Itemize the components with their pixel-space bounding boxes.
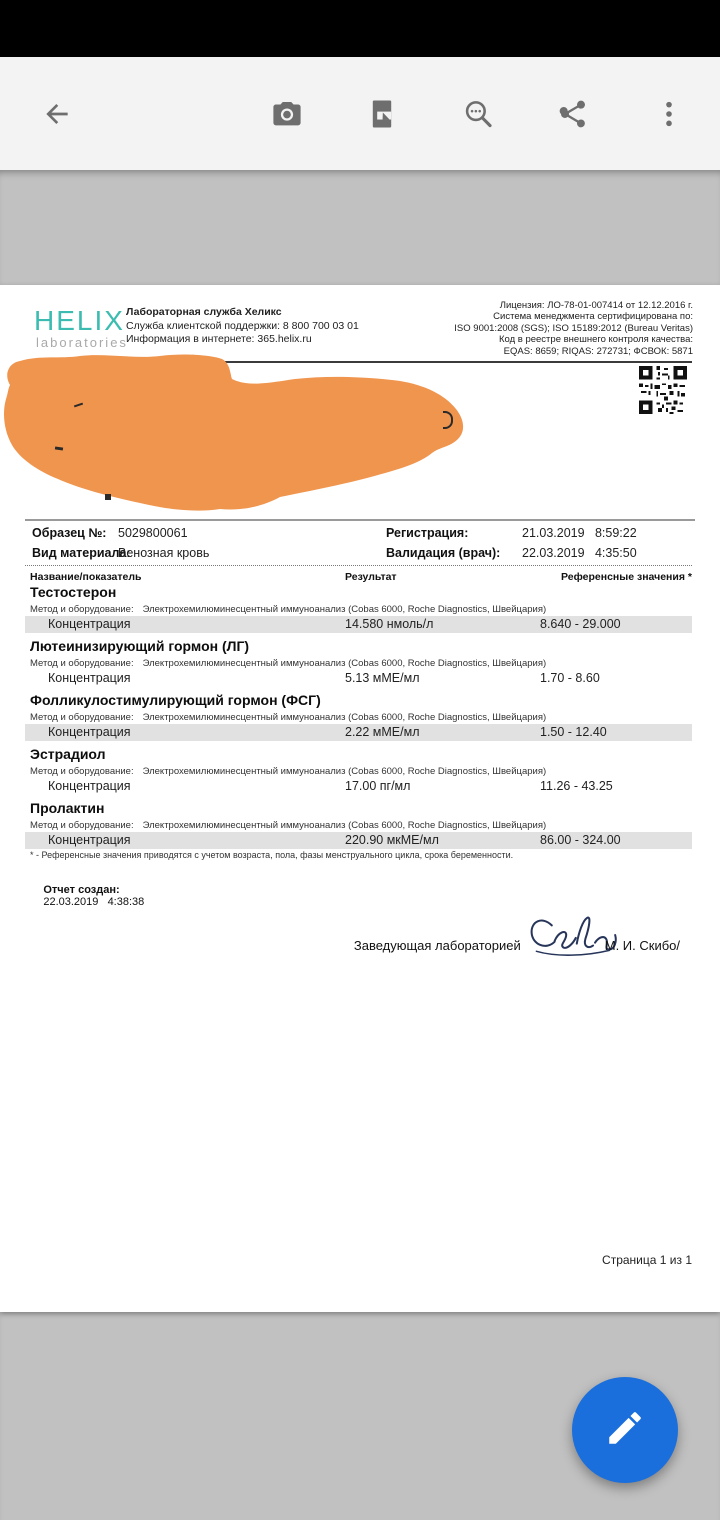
- result-value: 220.90 мкМЕ/мл: [345, 833, 439, 847]
- material-label: Вид материала:: [32, 546, 131, 560]
- test-name: Лютеинизирующий гормон (ЛГ): [30, 638, 250, 654]
- license-line: EQAS: 8659; RIQAS: 272731; ФСВОК: 5871: [503, 345, 693, 357]
- test-section: [0, 584, 720, 636]
- result-value: 5.13 мМЕ/мл: [345, 671, 420, 685]
- test-method: [30, 820, 546, 831]
- test-name: Эстрадиол: [30, 746, 106, 762]
- reference-value: 8.640 - 29.000: [540, 617, 621, 631]
- column-result: Результат: [345, 571, 397, 583]
- method-value: Электрохемилюминесцентный иммуноанализ (Cobas 6000, Roche Diagnostics, Швейцария): [142, 712, 547, 723]
- reference-value: 1.50 - 12.40: [540, 725, 607, 739]
- report-created-value: 22.03.2019 4:38:38: [43, 896, 145, 908]
- license-line: Лицензия: ЛО-78-01-007414 от 12.12.2016 г.: [499, 300, 693, 311]
- page-view-button[interactable]: [364, 96, 400, 132]
- method-value: Электрохемилюминесцентный иммуноанализ (Cobas 6000, Roche Diagnostics, Швейцария): [142, 820, 547, 831]
- signature-name: М. И. Скибо/: [604, 937, 680, 953]
- pencil-icon: [604, 1407, 646, 1454]
- redaction-artifact: [105, 494, 111, 500]
- toolbar: [0, 57, 720, 170]
- result-row: [25, 778, 692, 795]
- method-value: Электрохемилюминесцентный иммуноанализ (Cobas 6000, Roche Diagnostics, Швейцария): [142, 604, 547, 615]
- test-method: [30, 658, 546, 669]
- method-label: Метод и оборудование:: [30, 604, 134, 615]
- test-method: [30, 604, 546, 615]
- share-button[interactable]: [555, 96, 591, 132]
- sample-row: [0, 546, 720, 562]
- table-header: [25, 571, 692, 584]
- lab-support-phone: Служба клиентской поддержки: 8 800 700 03 01: [126, 319, 359, 332]
- edit-fab[interactable]: [572, 1377, 678, 1483]
- reference-value: 11.26 - 43.25: [540, 779, 613, 793]
- result-value: 2.22 мМЕ/мл: [345, 725, 420, 739]
- test-section: [0, 800, 720, 852]
- license-line: Система менеджмента сертифицирована по:: [493, 311, 693, 323]
- method-label: Метод и оборудование:: [30, 658, 134, 669]
- reference-value: 1.70 - 8.60: [540, 671, 600, 685]
- param-label: Концентрация: [48, 833, 131, 847]
- validation-value: 22.03.2019 4:35:50: [522, 546, 637, 560]
- camera-icon: [270, 97, 304, 131]
- report-created: [25, 872, 144, 920]
- sample-number-value: 5029800061: [118, 526, 188, 540]
- document-viewer[interactable]: [0, 170, 720, 1520]
- back-button[interactable]: [39, 96, 75, 132]
- column-reference: Референсные значения *: [561, 571, 692, 583]
- camera-button[interactable]: [269, 96, 305, 132]
- sample-divider: [25, 519, 695, 521]
- lab-contact-block: [126, 306, 359, 347]
- table-divider: [25, 565, 692, 566]
- param-label: Концентрация: [48, 725, 131, 739]
- signature-block: [354, 920, 680, 970]
- test-section: [0, 746, 720, 798]
- helix-logo: HELIX: [34, 305, 125, 336]
- test-method: [30, 712, 546, 723]
- qr-code: [639, 366, 687, 414]
- signature-title: Заведующая лабораторией: [353, 937, 521, 953]
- method-label: Метод и оборудование:: [30, 820, 134, 831]
- document-page: [0, 285, 720, 1312]
- method-value: Электрохемилюминесцентный иммуноанализ (Cobas 6000, Roche Diagnostics, Швейцария): [142, 658, 547, 669]
- lab-website: Информация в интернете: 365.helix.ru: [126, 333, 312, 345]
- test-name: Тестостерон: [30, 584, 117, 600]
- result-value: 14.580 нмоль/л: [345, 617, 434, 631]
- test-name: Фолликулостимулирующий гормон (ФСГ): [30, 692, 321, 708]
- param-label: Концентрация: [48, 671, 131, 685]
- share-icon: [557, 98, 589, 130]
- test-name: Пролактин: [30, 800, 105, 816]
- sample-number-label: Образец №:: [32, 526, 107, 540]
- search-button[interactable]: [460, 96, 496, 132]
- test-method: [30, 766, 546, 777]
- test-section: [0, 638, 720, 690]
- page-number: Страница 1 из 1: [602, 1253, 692, 1267]
- overflow-menu-icon: [653, 98, 685, 130]
- result-row: [25, 724, 692, 741]
- registration-value: 21.03.2019 8:59:22: [522, 526, 637, 540]
- status-bar: [0, 0, 720, 57]
- report-created-label: Отчет создан:: [43, 884, 120, 896]
- method-value: Электрохемилюминесцентный иммуноанализ (Cobas 6000, Roche Diagnostics, Швейцария): [142, 766, 547, 777]
- column-name: Название/показатель: [30, 571, 142, 583]
- result-row: [25, 616, 692, 633]
- reference-footnote: * - Референсные значения приводятся с учетом возраста, пола, фазы менструального цикла, срока беременности.: [30, 850, 514, 860]
- helix-logo-sub: laboratories: [36, 335, 128, 350]
- license-line: ISO 9001:2008 (SGS); ISO 15189:2012 (Bureau Veritas): [454, 322, 693, 334]
- license-block: [454, 300, 693, 357]
- material-value: Венозная кровь: [118, 546, 210, 560]
- result-row: [25, 832, 692, 849]
- param-label: Концентрация: [48, 617, 131, 631]
- result-value: 17.00 пг/мл: [345, 779, 411, 793]
- method-label: Метод и оборудование:: [30, 712, 134, 723]
- overflow-menu-button[interactable]: [651, 96, 687, 132]
- search-icon: [461, 97, 495, 131]
- registration-label: Регистрация:: [386, 526, 469, 540]
- page-preview-icon: [365, 97, 399, 131]
- back-arrow-icon: [41, 98, 73, 130]
- license-line: Код в реестре внешнего контроля качества:: [498, 334, 693, 346]
- sample-row: [0, 526, 720, 542]
- reference-value: 86.00 - 324.00: [540, 833, 621, 847]
- lab-name: Лабораторная служба Хеликс: [126, 306, 282, 318]
- test-section: [0, 692, 720, 744]
- method-label: Метод и оборудование:: [30, 766, 134, 777]
- redaction-blob: [0, 351, 470, 517]
- validation-label: Валидация (врач):: [386, 546, 501, 560]
- result-row: [25, 670, 692, 687]
- param-label: Концентрация: [48, 779, 131, 793]
